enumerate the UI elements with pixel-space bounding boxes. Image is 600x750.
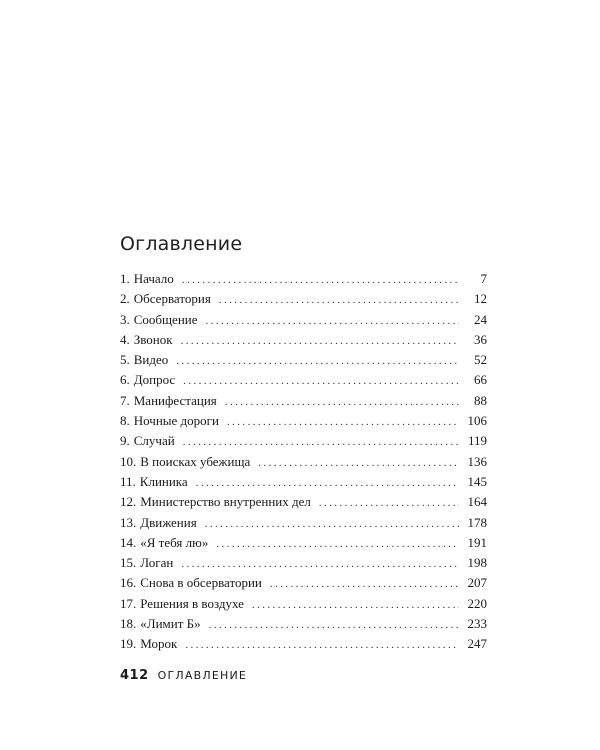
toc-entry-number: 13. xyxy=(120,514,137,530)
toc-entry-page: 24 xyxy=(474,311,487,327)
toc-entry-number: 16. xyxy=(120,575,137,591)
toc-entry-number: 8. xyxy=(120,413,130,429)
toc-entry-title: В поисках убежища xyxy=(140,453,251,469)
toc-entry-number: 6. xyxy=(120,372,130,388)
toc-entry-number: 10. xyxy=(120,453,137,469)
toc-entry-title: Логан xyxy=(140,555,174,571)
toc-entry-page: 12 xyxy=(474,291,487,307)
toc-entry-title: Сообщение xyxy=(133,311,198,327)
toc-entry xyxy=(120,393,487,413)
toc-entry xyxy=(120,474,487,494)
toc-entry xyxy=(120,515,487,535)
toc-entry-number: 14. xyxy=(120,534,137,550)
dot-leader xyxy=(209,619,459,631)
toc-entry xyxy=(120,291,487,311)
toc-heading: Оглавление xyxy=(120,233,243,255)
toc-entry xyxy=(120,413,487,433)
toc-entry xyxy=(120,616,487,636)
toc-entry-page: 178 xyxy=(467,514,487,530)
toc-entry-page: 106 xyxy=(467,413,487,429)
dot-leader xyxy=(216,538,459,550)
toc-entry-page: 145 xyxy=(467,473,487,489)
dot-leader xyxy=(196,477,459,489)
toc-entry-page: 198 xyxy=(467,555,487,571)
toc-entry xyxy=(120,555,487,575)
toc-entry-title: Начало xyxy=(133,271,174,286)
toc-entry-title: Морок xyxy=(140,636,178,652)
toc-entry xyxy=(120,494,487,514)
toc-entry-number: 3. xyxy=(120,311,130,327)
toc-entry xyxy=(120,372,487,392)
toc-entry-title: Ночные дороги xyxy=(133,413,219,429)
toc-entry-number: 2. xyxy=(120,291,130,307)
toc-list xyxy=(120,271,487,657)
toc-entry-page: 66 xyxy=(474,372,487,388)
toc-entry-title: Снова в обсерватории xyxy=(140,575,262,591)
toc-entry xyxy=(120,535,487,555)
toc-entry xyxy=(120,596,487,616)
toc-entry xyxy=(120,433,487,453)
page-footer xyxy=(120,668,247,683)
toc-entry-title: Случай xyxy=(133,433,175,449)
toc-entry-number: 12. xyxy=(120,494,137,510)
toc-entry-title: Движения xyxy=(140,514,197,530)
toc-entry-title: Манифестация xyxy=(133,392,217,408)
toc-entry xyxy=(120,352,487,372)
dot-leader xyxy=(219,294,459,306)
dot-leader xyxy=(182,274,459,286)
toc-entry-page: 247 xyxy=(467,636,487,652)
dot-leader xyxy=(258,457,459,469)
toc-entry-page: 119 xyxy=(467,433,487,449)
dot-leader xyxy=(319,497,459,509)
toc-entry-number: 7. xyxy=(120,392,130,408)
toc-entry-title: Допрос xyxy=(133,372,176,388)
toc-entry-number: 19. xyxy=(120,636,137,652)
page-number: 412 xyxy=(120,668,149,683)
toc-entry-page: 220 xyxy=(467,595,487,611)
toc-entry-page: 36 xyxy=(474,331,487,347)
toc-entry-title: Обсерватория xyxy=(133,291,211,307)
dot-leader xyxy=(181,335,459,347)
toc-entry-title: Видео xyxy=(133,352,169,368)
toc-entry-number: 1. xyxy=(120,271,130,286)
toc-entry-page: 52 xyxy=(474,352,487,368)
toc-entry xyxy=(120,454,487,474)
toc-entry-page: 233 xyxy=(467,616,487,632)
dot-leader xyxy=(183,375,459,387)
toc-entry-number: 5. xyxy=(120,352,130,368)
toc-entry-number: 17. xyxy=(120,595,137,611)
toc-entry-title: Звонок xyxy=(133,331,173,347)
toc-entry-page: 88 xyxy=(474,392,487,408)
toc-entry-number: 18. xyxy=(120,616,137,632)
toc-entry-number: 4. xyxy=(120,331,130,347)
toc-entry xyxy=(120,332,487,352)
dot-leader xyxy=(183,436,459,448)
toc-entry xyxy=(120,271,487,291)
toc-entry-number: 15. xyxy=(120,555,137,571)
toc-entry-page: 207 xyxy=(467,575,487,591)
dot-leader xyxy=(206,315,460,327)
toc-entry-page: 7 xyxy=(480,271,487,286)
toc-entry xyxy=(120,636,487,656)
dot-leader xyxy=(270,578,459,590)
toc-entry-page: 191 xyxy=(467,534,487,550)
toc-entry-title: «Лимит Б» xyxy=(140,616,201,632)
toc-entry-number: 11. xyxy=(120,473,136,489)
toc-entry-page: 164 xyxy=(467,494,487,510)
dot-leader xyxy=(181,558,459,570)
toc-entry xyxy=(120,312,487,332)
toc-entry-title: Клиника xyxy=(139,473,188,489)
toc-entry-page: 136 xyxy=(467,453,487,469)
toc-entry-title: Министерство внутренних дел xyxy=(140,494,311,510)
dot-leader xyxy=(185,639,459,651)
dot-leader xyxy=(227,416,459,428)
dot-leader xyxy=(225,396,459,408)
toc-entry-title: «Я тебя лю» xyxy=(140,534,209,550)
running-head: ОГЛАВЛЕНИЕ xyxy=(157,669,248,682)
toc-entry-title: Решения в воздухе xyxy=(140,595,244,611)
dot-leader xyxy=(205,518,459,530)
dot-leader xyxy=(176,355,459,367)
toc-entry xyxy=(120,575,487,595)
toc-entry-number: 9. xyxy=(120,433,130,449)
dot-leader xyxy=(252,599,459,611)
